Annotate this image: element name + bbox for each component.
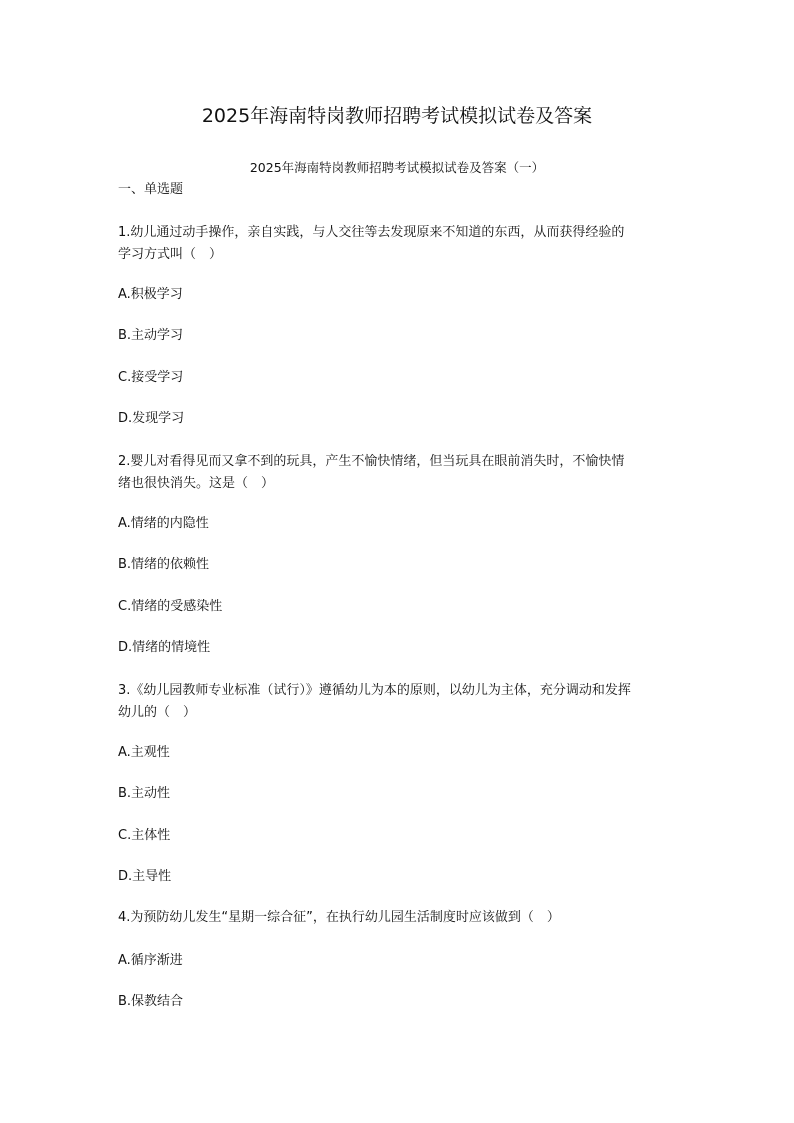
question-stem-line: 1.幼儿通过动手操作，亲自实践，与人交往等去发现原来不知道的东西，从而获得经验的 [118, 225, 625, 240]
document-subtitle: 2025年海南特岗教师招聘考试模拟试卷及答案（一） [249, 160, 545, 175]
question-2-stem [118, 451, 678, 495]
question-3-option-b: B.主动性 [118, 786, 171, 801]
question-4-option-b: B.保教结合 [118, 994, 184, 1009]
question-1-option-c: C.接受学习 [118, 370, 184, 385]
question-4-option-a: A.循序渐进 [118, 953, 183, 968]
question-stem-line: 3.《幼儿园教师专业标准（试行）》遵循幼儿为本的原则，以幼儿为主体，充分调动和发挥 [118, 683, 631, 698]
question-3-option-c: C.主体性 [118, 828, 171, 843]
question-1-stem [118, 222, 678, 266]
question-1-option-a: A.积极学习 [118, 287, 183, 302]
question-2-option-b: B.情绪的依赖性 [118, 557, 210, 572]
question-2-option-c: C.情绪的受感染性 [118, 599, 223, 614]
question-1-option-d: D.发现学习 [118, 411, 185, 426]
question-stem-line: 幼儿的（ ） [118, 705, 197, 720]
question-stem-line: 绪也很快消失。这是（ ） [118, 476, 275, 491]
document-title: 2025年海南特岗教师招聘考试模拟试卷及答案 [201, 105, 593, 127]
question-3-option-d: D.主导性 [118, 869, 172, 884]
question-3-stem [118, 680, 678, 724]
question-3-option-a: A.主观性 [118, 745, 170, 760]
question-2-option-d: D.情绪的情境性 [118, 640, 211, 655]
question-stem-line: 学习方式叫（ ） [118, 247, 223, 262]
question-2-option-a: A.情绪的内隐性 [118, 516, 209, 531]
question-stem-line: 2.婴儿对看得见而又拿不到的玩具，产生不愉快情绪，但当玩具在眼前消失时，不愉快情 [118, 454, 625, 469]
question-stem-line: 4.为预防幼儿发生“星期一综合征”，在执行幼儿园生活制度时应该做到（ ） [118, 910, 560, 925]
question-1-option-b: B.主动学习 [118, 328, 184, 343]
question-4-stem [118, 907, 678, 929]
section-heading: 一、单选题 [118, 182, 184, 197]
